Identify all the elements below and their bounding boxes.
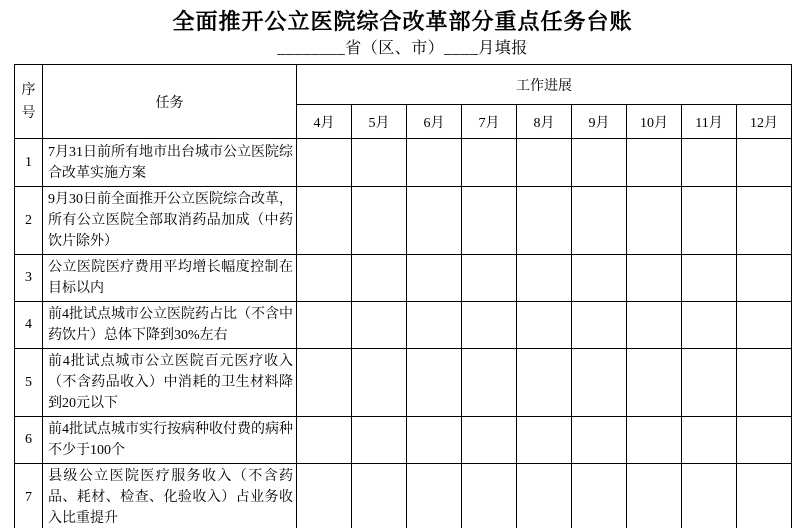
- task-ledger-table: [14, 64, 792, 528]
- progress-cell: [682, 255, 737, 302]
- task-text: 前4批试点城市公立医院百元医疗收入（不含药品收入）中消耗的卫生材料降到20元以下: [43, 349, 297, 417]
- task-text: 县级公立医院医疗服务收入（不含药品、耗材、检查、化验收入）占业务收入比重提升: [43, 464, 297, 528]
- progress-cell: [572, 349, 627, 417]
- progress-cell: [517, 417, 572, 464]
- progress-cell: [517, 139, 572, 187]
- progress-cell: [297, 139, 352, 187]
- progress-cell: [297, 464, 352, 528]
- progress-cell: [517, 187, 572, 255]
- progress-cell: [682, 464, 737, 528]
- progress-cell: [627, 417, 682, 464]
- progress-cell: [462, 187, 517, 255]
- progress-cell: [352, 255, 407, 302]
- header-row-progress: [15, 65, 792, 105]
- progress-cell: [682, 302, 737, 349]
- task-text: 9月30日前全面推开公立医院综合改革，所有公立医院全部取消药品加成（中药饮片除外）: [43, 187, 297, 255]
- progress-cell: [737, 302, 792, 349]
- task-number: 5: [15, 349, 43, 417]
- column-header-month: 4月: [297, 105, 352, 139]
- column-header-seq: 序号: [15, 65, 43, 139]
- task-text: 公立医院医疗费用平均增长幅度控制在目标以内: [43, 255, 297, 302]
- progress-cell: [352, 349, 407, 417]
- progress-cell: [572, 464, 627, 528]
- progress-cell: [297, 417, 352, 464]
- task-number: 3: [15, 255, 43, 302]
- task-number: 7: [15, 464, 43, 528]
- progress-cell: [627, 187, 682, 255]
- progress-cell: [352, 464, 407, 528]
- progress-cell: [737, 139, 792, 187]
- progress-cell: [737, 255, 792, 302]
- progress-cell: [297, 187, 352, 255]
- column-header-month: 10月: [627, 105, 682, 139]
- progress-cell: [462, 464, 517, 528]
- progress-cell: [627, 464, 682, 528]
- task-number: 2: [15, 187, 43, 255]
- progress-cell: [407, 349, 462, 417]
- progress-cell: [627, 255, 682, 302]
- column-header-month: 12月: [737, 105, 792, 139]
- progress-cell: [407, 255, 462, 302]
- progress-cell: [407, 417, 462, 464]
- progress-cell: [572, 139, 627, 187]
- column-header-month: 5月: [352, 105, 407, 139]
- task-text: 前4批试点城市实行按病种收付费的病种不少于100个: [43, 417, 297, 464]
- task-number: 6: [15, 417, 43, 464]
- table-row: [15, 349, 792, 417]
- column-header-month: 11月: [682, 105, 737, 139]
- progress-cell: [682, 139, 737, 187]
- progress-cell: [737, 417, 792, 464]
- progress-cell: [737, 187, 792, 255]
- table-row: [15, 417, 792, 464]
- progress-cell: [297, 349, 352, 417]
- progress-cell: [517, 302, 572, 349]
- progress-cell: [572, 187, 627, 255]
- progress-cell: [462, 417, 517, 464]
- page-title: 全面推开公立医院综合改革部分重点任务台账: [172, 9, 633, 34]
- progress-cell: [297, 255, 352, 302]
- column-header-month: 6月: [407, 105, 462, 139]
- progress-cell: [462, 302, 517, 349]
- progress-cell: [352, 139, 407, 187]
- column-header-month: 9月: [572, 105, 627, 139]
- progress-cell: [572, 302, 627, 349]
- progress-cell: [352, 417, 407, 464]
- column-header-month: 8月: [517, 105, 572, 139]
- progress-cell: [682, 187, 737, 255]
- task-text: 前4批试点城市公立医院药占比（不含中药饮片）总体下降到30%左右: [43, 302, 297, 349]
- page-subtitle: ________省（区、市）____月填报: [277, 40, 528, 57]
- table-row: [15, 464, 792, 528]
- progress-cell: [572, 417, 627, 464]
- progress-cell: [352, 302, 407, 349]
- progress-cell: [407, 139, 462, 187]
- progress-cell: [462, 349, 517, 417]
- progress-cell: [462, 139, 517, 187]
- progress-cell: [297, 302, 352, 349]
- progress-cell: [737, 349, 792, 417]
- task-number: 1: [15, 139, 43, 187]
- column-header-month: 7月: [462, 105, 517, 139]
- progress-cell: [572, 255, 627, 302]
- progress-cell: [682, 417, 737, 464]
- table-row: [15, 255, 792, 302]
- task-number: 4: [15, 302, 43, 349]
- progress-cell: [407, 187, 462, 255]
- progress-cell: [517, 349, 572, 417]
- column-header-task: 任务: [43, 65, 297, 139]
- progress-cell: [407, 302, 462, 349]
- table-row: [15, 302, 792, 349]
- progress-cell: [627, 302, 682, 349]
- progress-cell: [517, 255, 572, 302]
- table-row: [15, 139, 792, 187]
- progress-cell: [737, 464, 792, 528]
- column-header-progress: 工作进展: [297, 65, 792, 105]
- progress-cell: [627, 139, 682, 187]
- progress-cell: [407, 464, 462, 528]
- task-text: 7月31日前所有地市出台城市公立医院综合改革实施方案: [43, 139, 297, 187]
- progress-cell: [517, 464, 572, 528]
- progress-cell: [352, 187, 407, 255]
- progress-cell: [462, 255, 517, 302]
- progress-cell: [627, 349, 682, 417]
- table-row: [15, 187, 792, 255]
- progress-cell: [682, 349, 737, 417]
